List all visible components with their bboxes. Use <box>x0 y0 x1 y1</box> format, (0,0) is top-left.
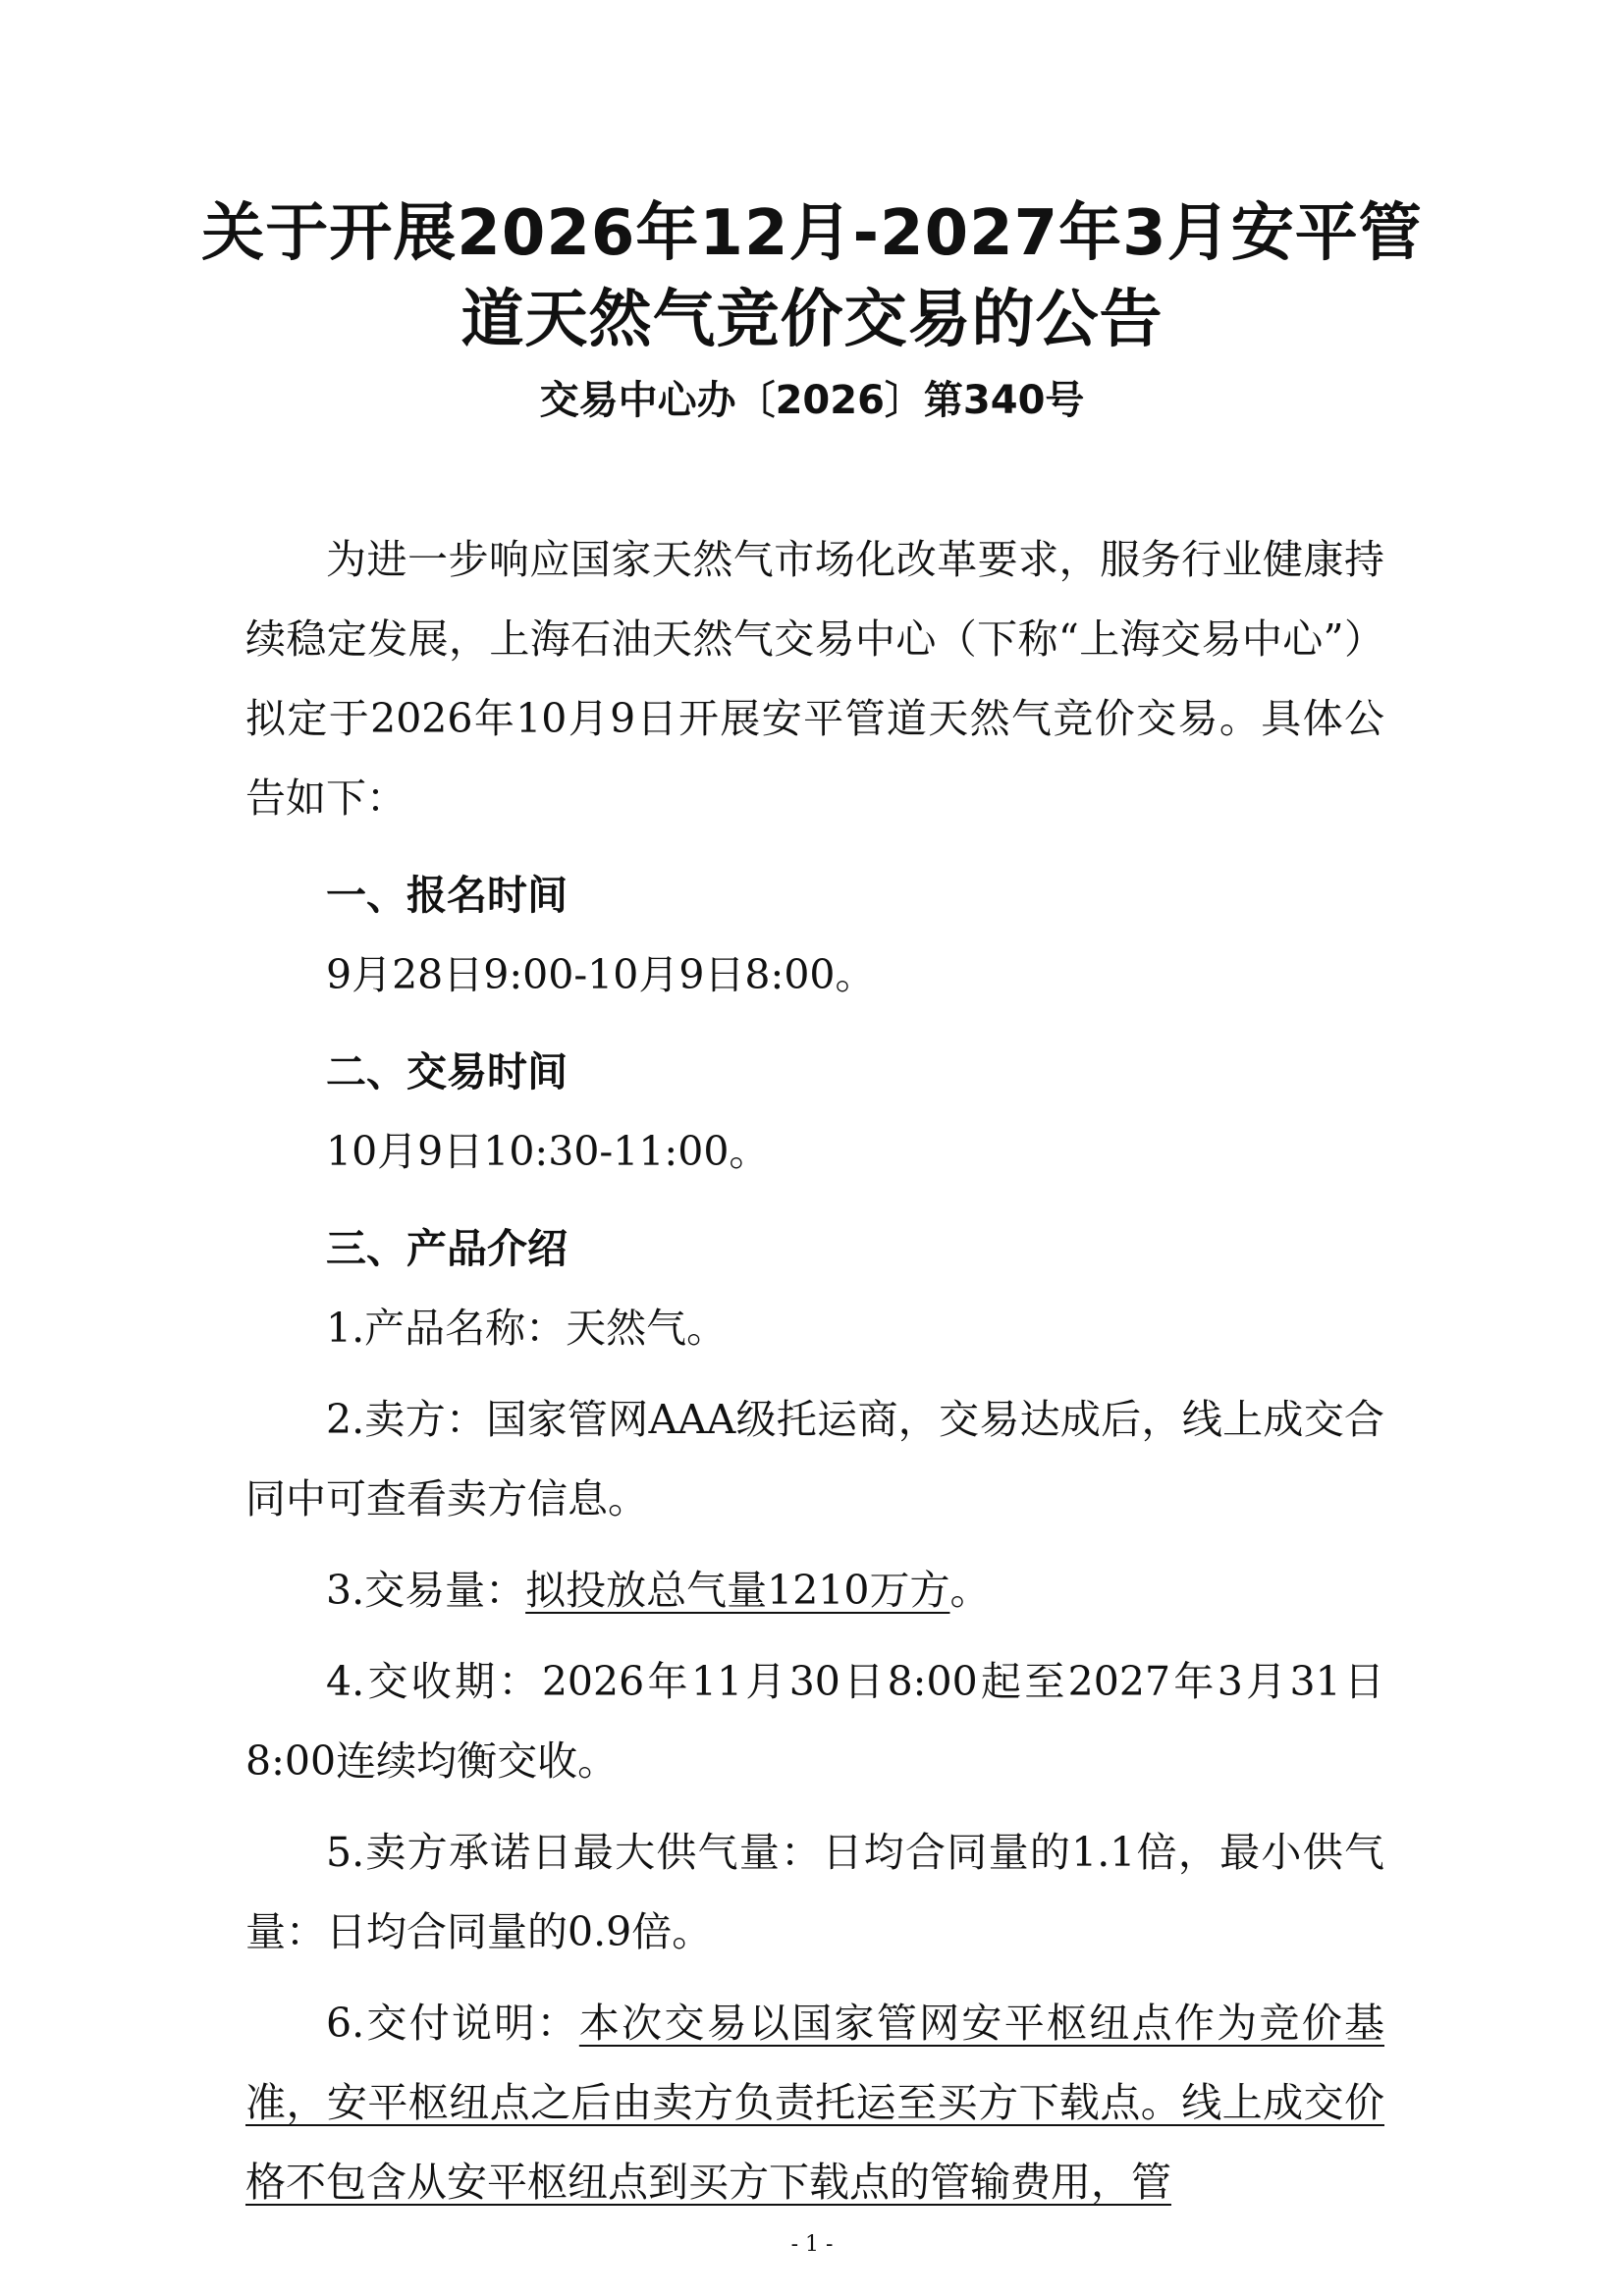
delivery-notes-label: 6.交付说明： <box>326 2000 579 2047</box>
page-number: - 1 - <box>790 2232 834 2257</box>
product-item-delivery-notes <box>245 1984 1384 2222</box>
product-item-name: 1.产品名称：天然气。 <box>326 1305 728 1352</box>
volume-suffix: 。 <box>949 1567 991 1614</box>
intro-paragraph: 为进一步响应国家天然气市场化改革要求，服务行业健康持续稳定发展，上海石油天然气交易中心（下称“上海交易中心”）拟定于2026年10月9日开展安平管道天然气竞价交易。具体公告如下： <box>245 536 1384 822</box>
title-line-1: 关于开展2026年12月-2027年3月安平管 <box>201 197 1423 270</box>
product-item-seller: 2.卖方：国家管网AAA级托运商，交易达成后，线上成交合同中可查看卖方信息。 <box>245 1396 1384 1522</box>
section-heading-trading-time: 二、交易时间 <box>326 1048 568 1095</box>
registration-time-text: 9月28日9:00-10月9日8:00。 <box>326 951 876 998</box>
product-item-delivery-period: 4.交收期：2026年11月30日8:00起至2027年3月31日8:00连续均衡交收。 <box>245 1658 1384 1785</box>
product-item-volume <box>245 1551 1384 1630</box>
section-heading-product-intro: 三、产品介绍 <box>326 1225 568 1272</box>
document-body <box>245 520 1384 2222</box>
trading-time-text: 10月9日10:30-11:00。 <box>326 1128 770 1175</box>
volume-underlined-text: 拟投放总气量1210万方 <box>525 1567 950 1614</box>
section-heading-registration-time: 一、报名时间 <box>326 872 568 919</box>
document-number: 交易中心办〔2026〕第340号 <box>539 378 1085 423</box>
title-line-2: 道天然气竞价交易的公告 <box>460 284 1164 356</box>
product-item-supply-commitment: 5.卖方承诺日最大供气量：日均合同量的1.1倍，最小供气量：日均合同量的0.9倍。 <box>245 1829 1384 1955</box>
delivery-notes-underlined-text: 本次交易以国家管网安平枢纽点作为竞价基准，安平枢纽点之后由卖方负责托运至买方下载点。线上成交价格不包含从安平枢纽点到买方下载点的管输费用，管 <box>245 2000 1384 2206</box>
volume-label: 3.交易量： <box>326 1567 526 1614</box>
